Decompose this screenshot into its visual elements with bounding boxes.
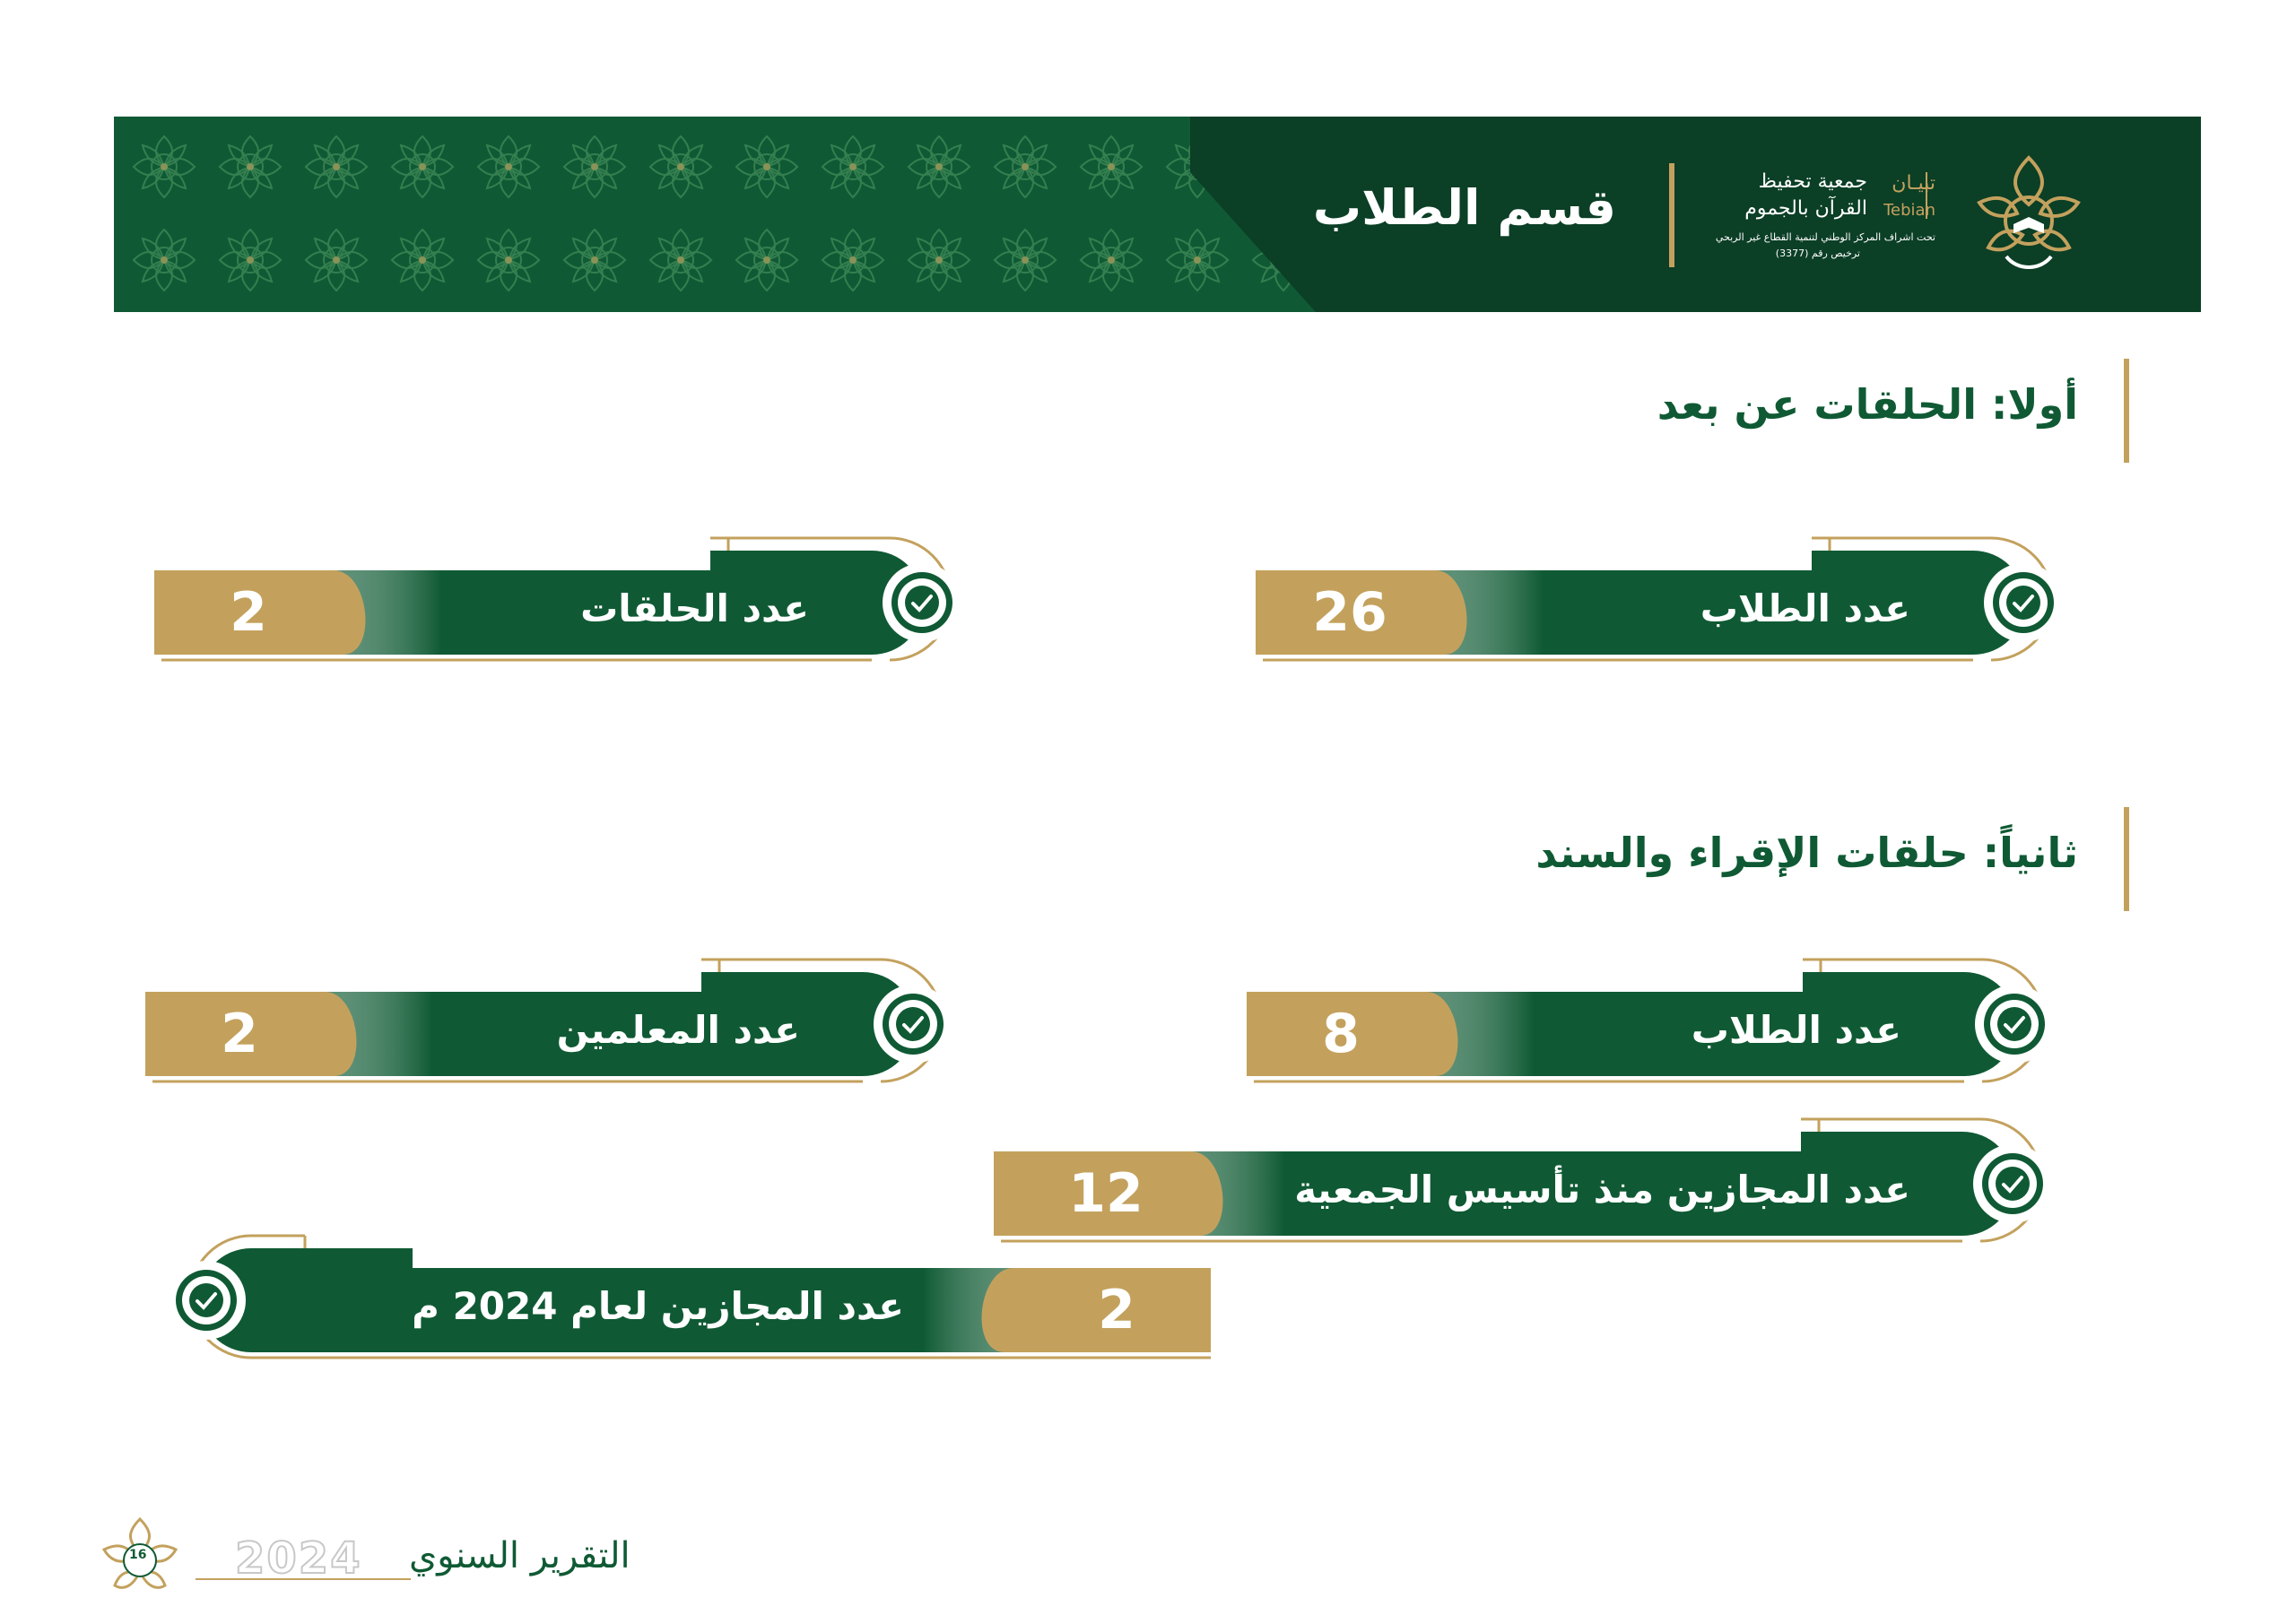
stat-card-label: عدد الطلاب <box>1700 586 1910 630</box>
stat-card-ijaza-students <box>1247 956 2090 1090</box>
stat-card-remote-students <box>1256 534 2099 669</box>
stat-card-value: 8 <box>1322 1003 1360 1065</box>
stat-card-value: 12 <box>1068 1162 1144 1225</box>
section-1-accent-bar <box>2124 359 2129 463</box>
header-divider <box>1669 163 1674 267</box>
page-number: 16 <box>129 1548 147 1562</box>
header-banner <box>114 117 2201 312</box>
page-title: قسم الطلاب <box>1312 179 1616 236</box>
stat-card-value: 2 <box>230 581 267 644</box>
stat-card-value: 26 <box>1312 581 1387 644</box>
stat-card-ijaza-since-founding <box>994 1116 2088 1250</box>
stat-card-label: عدد المجازين لعام 2024 م <box>412 1284 904 1328</box>
section-2-title: ثانياً: حلقات الإقراء والسند <box>1535 829 2078 877</box>
org-license-text: ترخيص رقم (3377) <box>1775 248 1860 259</box>
org-supervision-text: تحت اشراف المركز الوطني لتنمية القطاع غير الربحي <box>1715 231 1935 243</box>
quran-logo-icon <box>1961 149 2096 283</box>
section-2-accent-bar <box>2124 807 2129 911</box>
stat-card-label: عدد الطلاب <box>1691 1008 1901 1052</box>
org-name-line2: القرآن بالجموم <box>1744 197 1867 220</box>
stat-card-label: عدد المعلمين <box>556 1008 800 1052</box>
stat-card-label: عدد الحلقات <box>580 586 809 630</box>
stat-card-value: 2 <box>221 1003 258 1065</box>
footer-report-title: التقرير السنوي <box>409 1535 631 1576</box>
stat-card-remote-circles <box>154 534 997 669</box>
stat-card-teachers <box>145 956 988 1090</box>
org-name-line1: جمعية تحفيظ <box>1758 170 1867 193</box>
section-1-title: أولا: الحلقات عن بعد <box>1657 380 2078 429</box>
stat-card-label: عدد المجازين منذ تأسيس الجمعية <box>1294 1168 1910 1211</box>
stat-card-value: 2 <box>1098 1279 1135 1342</box>
footer-year: 2024 <box>235 1533 362 1584</box>
stat-card-ijaza-2024 <box>144 1232 1229 1367</box>
brand-name-ar: تبيـان <box>1892 172 1935 195</box>
brand-name-en: Tebian <box>1883 201 1935 220</box>
